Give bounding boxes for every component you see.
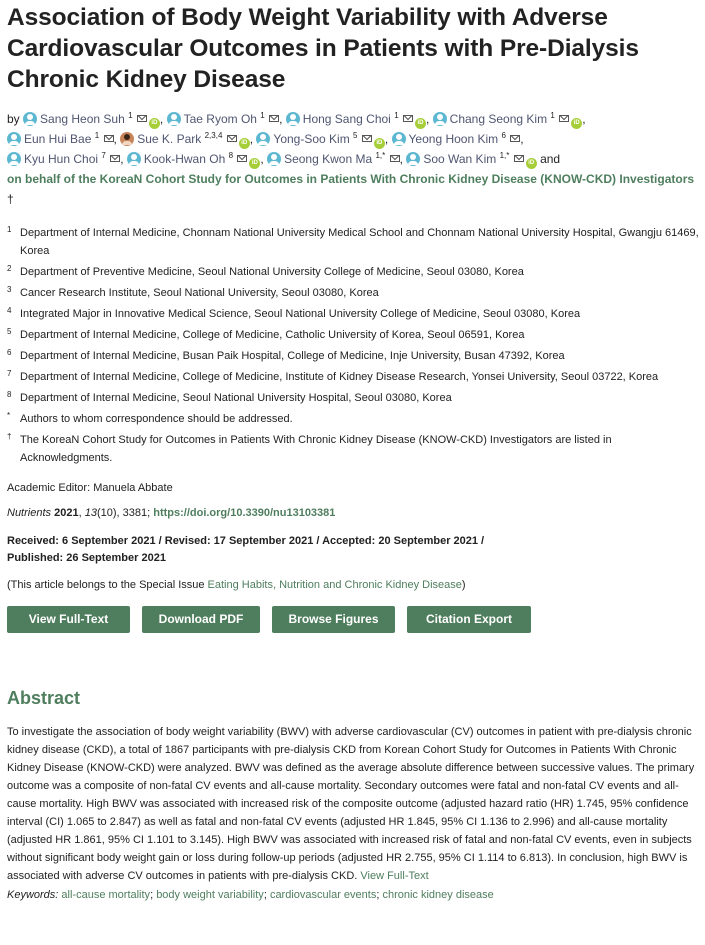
author-list xyxy=(7,109,699,209)
on-behalf-link[interactable]: on behalf of the KoreaN Cohort Study for Outcomes in Patients With Chronic Kidney Disease (KNOW-CKD) Investigators xyxy=(7,172,695,186)
author-affiliation-sup: 1 xyxy=(550,111,555,120)
email-icon[interactable] xyxy=(559,115,569,122)
action-buttons xyxy=(7,606,699,633)
author-item[interactable]: Kook-Hwan Oh $^8$ iD , xyxy=(124,152,264,166)
academic-editor: Academic Editor: Manuela Abbate xyxy=(7,482,173,494)
download-pdf-button[interactable]: Download PDF xyxy=(142,606,260,633)
email-icon[interactable] xyxy=(104,135,114,142)
author-item[interactable]: Eun Hui Bae $^1$ , xyxy=(7,132,117,146)
special-issue-link[interactable]: Eating Habits, Nutrition and Chronic Kidney Disease xyxy=(207,579,462,591)
affiliation-text: Authors to whom correspondence should be addressed. xyxy=(20,413,293,425)
author-item[interactable]: Sue K. Park $^{2,3,4}$ iD , xyxy=(117,132,253,146)
author-item[interactable] xyxy=(403,152,537,166)
email-icon[interactable] xyxy=(227,135,237,142)
affiliation-text: Department of Internal Medicine, College of Medicine, Catholic University of Korea, Seoul 06591, Korea xyxy=(20,329,525,341)
affiliation-text: Integrated Major in Innovative Medical Science, Seoul National University College of Medicine, Seoul 03080, Korea xyxy=(20,308,581,320)
affiliation-number: 4 xyxy=(7,306,12,315)
citation-volume: 13 xyxy=(84,507,97,519)
journal-name: Nutrients xyxy=(7,507,52,519)
author-name[interactable]: Kook-Hwan Oh xyxy=(143,152,226,166)
affiliation-item xyxy=(7,431,699,467)
affiliation-number: 2 xyxy=(7,264,12,273)
affiliation-item xyxy=(7,326,699,344)
email-icon[interactable] xyxy=(403,115,413,122)
keywords xyxy=(7,889,699,901)
avatar-icon xyxy=(7,152,21,166)
article-title: Association of Body Weight Variability with Adverse Cardiovascular Outcomes in Patients with Pre-Dialysis Chronic Kidney Disease xyxy=(7,4,639,93)
citation-year: 2021 xyxy=(54,507,79,519)
email-icon[interactable] xyxy=(514,155,524,162)
affiliation-item xyxy=(7,224,699,260)
publication-dates xyxy=(7,533,699,567)
author-name[interactable]: Yong-Soo Kim xyxy=(273,132,350,146)
affiliation-text: Department of Internal Medicine, Chonnam National University Medical School and Chonnam National University Hospital, Gwangju 61469, Korea xyxy=(20,227,699,257)
keyword-separator: ; xyxy=(150,889,154,901)
author-item[interactable]: Chang Seong Kim $^1$ iD , xyxy=(429,112,585,126)
author-name[interactable]: Sue K. Park xyxy=(137,132,202,146)
author-affiliation-sup: 1 xyxy=(128,111,133,120)
author-name[interactable]: Yeong Hoon Kim xyxy=(408,132,499,146)
affiliation-number: 8 xyxy=(7,390,12,399)
doi-link[interactable]: https://doi.org/10.3390/nu13103381 xyxy=(153,507,336,519)
affiliation-number: 3 xyxy=(7,285,12,294)
orcid-icon[interactable]: iD xyxy=(239,138,250,149)
dagger-mark: † xyxy=(7,192,14,206)
abstract-body xyxy=(7,723,699,885)
affiliation-number: 7 xyxy=(7,369,12,378)
keyword-separator: ; xyxy=(376,889,380,901)
special-issue-suffix: ) xyxy=(461,579,466,591)
affiliation-text: The KoreaN Cohort Study for Outcomes in Patients With Chronic Kidney Disease (KNOW-CKD) Investigators are listed in Acknowledgments. xyxy=(20,434,612,464)
affiliation-item xyxy=(7,389,699,407)
affiliation-number: 1 xyxy=(7,225,12,234)
avatar-icon xyxy=(286,112,300,126)
affiliation-item xyxy=(7,368,699,386)
avatar-icon xyxy=(127,152,141,166)
citation-separator: , xyxy=(78,507,85,519)
avatar-icon xyxy=(392,132,406,146)
author-affiliation-sup: 8 xyxy=(228,151,234,160)
orcid-icon[interactable]: iD xyxy=(149,118,160,129)
avatar-icon xyxy=(256,132,270,146)
author-name[interactable]: Soo Wan Kim xyxy=(423,152,497,166)
dates-line-2: Published: 26 September 2021 xyxy=(7,552,166,564)
orcid-icon[interactable]: iD xyxy=(571,118,582,129)
avatar-icon xyxy=(267,152,281,166)
author-affiliation-sup: 1 xyxy=(394,111,399,120)
citation-issue-pages: (10), 3381; xyxy=(96,507,154,519)
view-full-text-button[interactable]: View Full-Text xyxy=(7,606,130,633)
author-name[interactable]: Kyu Hun Choi xyxy=(24,152,99,166)
affiliation-number: 6 xyxy=(7,348,12,357)
author-item[interactable]: Yeong Hoon Kim $^6$ , xyxy=(388,132,523,146)
author-item[interactable]: Kyu Hun Choi $^7$ , xyxy=(7,152,124,166)
email-icon[interactable] xyxy=(269,115,279,122)
abstract-heading: Abstract xyxy=(7,688,81,708)
author-item[interactable]: Yong-Soo Kim $^5$ iD , xyxy=(253,132,388,146)
affiliation-text: Department of Internal Medicine, Busan Paik Hospital, College of Medicine, Inje University, Busan 47392, Korea xyxy=(20,350,565,362)
affiliation-text: Department of Internal Medicine, Seoul National University Hospital, Seoul 03080, Korea xyxy=(20,392,452,404)
special-issue-note xyxy=(7,579,699,591)
abstract-view-full-text-link[interactable]: View Full-Text xyxy=(360,870,429,882)
affiliation-number: 5 xyxy=(7,327,12,336)
keyword-link[interactable]: cardiovascular events xyxy=(269,889,377,901)
author-affiliation-sup: 6 xyxy=(501,131,506,140)
author-name[interactable]: Chang Seong Kim xyxy=(449,112,548,126)
avatar-icon xyxy=(406,152,420,166)
keywords-label: Keywords: xyxy=(7,889,59,901)
author-item[interactable]: Tae Ryom Oh $^1$ , xyxy=(163,112,282,126)
abstract-text: To investigate the association of body weight variability (BWV) with adverse cardiovascular (CV) outcomes in patient with pre-dialysis chronic kidney disease (CKD), a total of 1867 participants with pre-dialysis CKD from Korean Cohort Study for Outcomes in Patients With Chronic Kidney Disease (KNOW-CKD) were analyzed. BWV was defined as the average absolute difference between successive values. The primary outcome was a composite of non-fatal CV events and all-cause mortality. Secondary outcomes were fatal and non-fatal CV events and all-cause mortality. High BWV was associated with increased risk of the composite outcome (adjusted hazard ratio (HR) 1.745, 95% confidence interval (CI) 1.065 to 2.847) as well as fatal and non-fatal CV events (adjusted HR 1.845, 95% CI 1.136 to 2.996) and all-cause mortality (adjusted HR 1.861, 95% CI 1.101 to 3.145). High BWV was associated with increased risk of fatal and non-fatal CV events, even in subjects without significant body weight gain or loss during follow-up periods (adjusted HR 2.755, 95% CI 1.114 to 6.813). In conclusion, high BWV is associated with adverse CV outcomes in patients with pre-dialysis CKD. xyxy=(7,726,695,882)
citation-line xyxy=(7,507,699,519)
dates-line-1: Received: 6 September 2021 / Revised: 17 September 2021 / Accepted: 20 September 2021 / xyxy=(7,535,485,547)
keyword-link[interactable]: chronic kidney disease xyxy=(382,889,494,901)
email-icon[interactable] xyxy=(390,155,400,162)
author-item[interactable]: Seong Kwon Ma $^{1,*}$ , xyxy=(264,152,403,166)
author-affiliation-sup: 1,* xyxy=(499,151,510,160)
special-issue-prefix: (This article belongs to the Special Issue xyxy=(7,579,208,591)
orcid-icon[interactable]: iD xyxy=(526,158,537,169)
citation-export-button[interactable]: Citation Export xyxy=(407,606,531,633)
affiliation-item xyxy=(7,263,699,281)
author-affiliation-sup: 1 xyxy=(94,131,100,140)
author-affiliation-sup: 1,* xyxy=(375,151,386,160)
affiliation-text: Department of Preventive Medicine, Seoul National University College of Medicine, Seoul 03080, Korea xyxy=(20,266,524,278)
orcid-icon[interactable]: iD xyxy=(415,118,426,129)
author-affiliation-sup: 7 xyxy=(101,151,106,160)
affiliation-item xyxy=(7,410,699,428)
affiliation-item xyxy=(7,284,699,302)
and-label: and xyxy=(540,152,561,166)
keyword-link[interactable]: all-cause mortality xyxy=(61,889,151,901)
author-name[interactable]: Sang Heon Suh xyxy=(40,112,125,126)
affiliation-item xyxy=(7,305,699,323)
affiliation-text: Cancer Research Institute, Seoul National University, Seoul 03080, Korea xyxy=(20,287,379,299)
email-icon[interactable] xyxy=(510,135,520,142)
author-name[interactable]: Hong Sang Choi xyxy=(302,112,391,126)
affiliation-list xyxy=(7,224,699,467)
affiliation-number: * xyxy=(7,411,11,420)
orcid-icon[interactable]: iD xyxy=(249,158,260,169)
author-affiliation-sup: 1 xyxy=(260,111,265,120)
affiliation-number: † xyxy=(7,432,12,441)
email-icon[interactable] xyxy=(110,155,120,162)
email-icon[interactable] xyxy=(137,115,147,122)
avatar-icon xyxy=(23,112,37,126)
email-icon[interactable] xyxy=(362,135,372,142)
author-name[interactable]: Seong Kwon Ma xyxy=(284,152,373,166)
orcid-icon[interactable]: iD xyxy=(374,138,385,149)
email-icon[interactable] xyxy=(237,155,247,162)
author-affiliation-sup: 5 xyxy=(353,131,358,140)
author-item[interactable]: Sang Heon Suh $^1$ iD , xyxy=(23,112,163,126)
author-name[interactable]: Eun Hui Bae xyxy=(24,132,92,146)
keyword-link[interactable]: body weight variability xyxy=(156,889,264,901)
by-label: by xyxy=(7,112,20,126)
article-container xyxy=(7,0,699,901)
author-affiliation-sup: 2,3,4 xyxy=(204,131,223,140)
affiliation-text: Department of Internal Medicine, College of Medicine, Institute of Kidney Disease Research, Yonsei University, Seoul 03722, Korea xyxy=(20,371,659,383)
keyword-separator: ; xyxy=(263,889,267,901)
author-name[interactable]: Tae Ryom Oh xyxy=(183,112,257,126)
browse-figures-button[interactable]: Browse Figures xyxy=(272,606,395,633)
avatar-icon xyxy=(167,112,181,126)
avatar-icon xyxy=(433,112,447,126)
affiliation-item xyxy=(7,347,699,365)
avatar-icon xyxy=(120,132,134,146)
avatar-icon xyxy=(7,132,21,146)
author-item[interactable]: Hong Sang Choi $^1$ iD , xyxy=(282,112,429,126)
